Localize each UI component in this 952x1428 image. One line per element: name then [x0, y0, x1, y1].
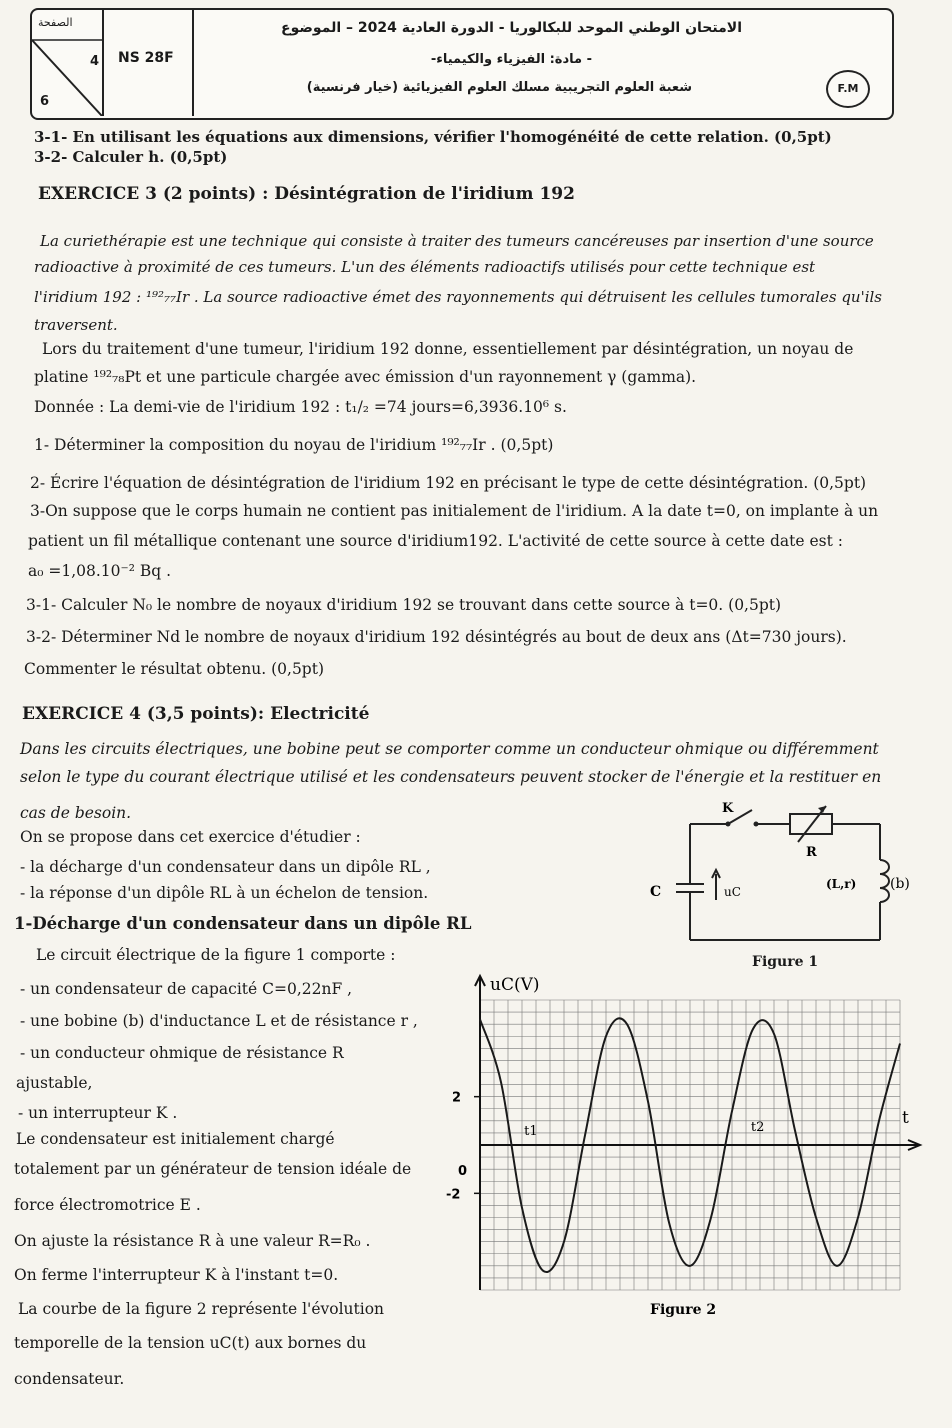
t2-annotation: t2: [750, 1120, 765, 1135]
ex4-text-line: On ferme l'interrupteur K à l'instant t=0.: [14, 1266, 339, 1284]
ex4-text-line: - la décharge d'un condensateur dans un dipôle RL ,: [20, 858, 431, 876]
label-k: K: [722, 801, 734, 816]
label-b: (b): [890, 876, 910, 892]
label-c: C: [650, 884, 662, 900]
ex4-intro-line: selon le type du courant électrique utilisé et les condensateurs peuvent stocker de l'énergie et la restituer en: [20, 768, 882, 786]
ex3-intro-line: l'iridium 192 : ¹⁹²₇₇Ir . La source radioactive émet des rayonnements qui détruisent les cellules tumorales qu'ils: [34, 288, 883, 306]
ex4-component-item: - une bobine (b) d'inductance L et de résistance r ,: [20, 1012, 418, 1030]
ex3-question-3: a₀ =1,08.10⁻² Bq .: [28, 562, 172, 580]
x-axis-label: t: [902, 1108, 909, 1128]
page-total: 6: [40, 94, 50, 109]
ex4-text-line: totalement par un générateur de tension idéale de: [14, 1160, 412, 1178]
exercise-4-title: EXERCICE 4 (3,5 points): Electricité: [22, 704, 370, 724]
ex3-question-3: 3-On suppose que le corps humain ne contient pas initialement de l'iridium. A la date t=0, on implante à un: [30, 502, 879, 520]
ex3-question-3-2: Commenter le résultat obtenu. (0,5pt): [24, 660, 325, 678]
label-lr: (L,r): [826, 877, 857, 891]
ex4-text-line: Le condensateur est initialement chargé: [16, 1130, 335, 1148]
ex4-text-line: temporelle de la tension uC(t) aux bornes du: [14, 1334, 367, 1352]
exam-header: [30, 8, 894, 120]
question-3-1: 3-1- En utilisant les équations aux dimensions, vérifier l'homogénéité de cette relation. (0,5pt): [34, 128, 832, 146]
ex4-text-line: On se propose dans cet exercice d'étudier :: [20, 828, 361, 846]
ex3-question-2: 2- Écrire l'équation de désintégration de l'iridium 192 en précisant le type de cette désintégration. (0,5pt): [30, 474, 867, 492]
ex3-paragraph-line: platine ¹⁹²₇₈Pt et une particule chargée avec émission d'un rayonnement γ (gamma).: [34, 368, 697, 386]
circuit-figure-1: [640, 800, 920, 950]
ex4-intro-line: Dans les circuits électriques, une bobine peut se comporter comme un conducteur ohmique ou différemment: [20, 740, 879, 758]
label-r: R: [806, 845, 817, 860]
exam-subject: - مادة: الفيزياء والكيمياء-: [430, 52, 592, 67]
ex4-component-item: ajustable,: [16, 1074, 93, 1092]
ex3-question-3-1: 3-1- Calculer N₀ le nombre de noyaux d'iridium 192 se trouvant dans cette source à t=0. (0,5pt): [26, 596, 782, 614]
figure-1-caption: Figure 1: [752, 954, 819, 970]
ex3-question-3: patient un fil métallique contenant une source d'iridium192. L'activité de cette source à cette date est :: [28, 532, 843, 550]
page-label: الصفحة: [38, 16, 73, 29]
ex3-paragraph-line: Lors du traitement d'une tumeur, l'iridium 192 donne, essentiellement par désintégration, un noyau de: [42, 340, 854, 358]
ex4-component-item: - un interrupteur K .: [18, 1104, 178, 1122]
fm-logo: F.M: [826, 70, 870, 108]
ex3-data: Donnée : La demi-vie de l'iridium 192 : t₁/₂ =74 jours=6,3936.10⁶ s.: [34, 398, 567, 416]
ex4-text-line: force électromotrice E .: [14, 1196, 201, 1214]
ex4-component-item: - un conducteur ohmique de résistance R: [20, 1044, 344, 1062]
exam-stream: شعبة العلوم التجريبية مسلك العلوم الفيزيائية (خيار فرنسية): [306, 80, 692, 95]
switch-contact: [754, 822, 759, 827]
ex3-question-3-2: 3-2- Déterminer Nd le nombre de noyaux d'iridium 192 désintégrés au bout de deux ans (Δt=730 jours).: [26, 628, 847, 646]
exercise-3-title: EXERCICE 3 (2 points) : Désintégration de l'iridium 192: [38, 184, 575, 204]
ex4-text-line: condensateur.: [14, 1370, 125, 1388]
figure-2-caption: Figure 2: [650, 1302, 717, 1318]
y-tick-label: -2: [446, 1187, 461, 1203]
ex4-intro-line: cas de besoin.: [20, 804, 132, 822]
y-tick-label: 2: [452, 1090, 462, 1106]
t1-annotation: t1: [524, 1124, 538, 1139]
ex3-question-1: 1- Déterminer la composition du noyau de l'iridium ¹⁹²₇₇Ir . (0,5pt): [34, 436, 554, 454]
question-3-2: 3-2- Calculer h. (0,5pt): [34, 148, 228, 166]
coil-b: [880, 860, 889, 902]
ex4-text-line: - la réponse d'un dipôle RL à un échelon de tension.: [20, 884, 429, 902]
exam-title: الامتحان الوطني الموحد للبكالوريا - الدورة العادية 2024 – الموضوع: [281, 20, 742, 36]
ex4-component-item: - un condensateur de capacité C=0,22nF ,: [20, 980, 353, 998]
ex4-part-1-title: 1-Décharge d'un condensateur dans un dipôle RL: [14, 914, 472, 933]
header-divider: [192, 10, 194, 116]
ex3-intro-line: radioactive à proximité de ces tumeurs. L'un des éléments radioactifs utilisés pour cette technique est: [34, 258, 816, 276]
switch-contact: [726, 822, 731, 827]
y-axis-label: uC(V): [490, 975, 540, 995]
exam-code: NS 28F: [118, 50, 174, 66]
arrow-head-icon: [818, 806, 826, 813]
ex4-text-line: La courbe de la figure 2 représente l'évolution: [18, 1300, 385, 1318]
uc-time-chart: [430, 970, 930, 1320]
label-uc: uC: [724, 885, 741, 899]
ex4-text-line: On ajuste la résistance R à une valeur R=R₀ .: [14, 1232, 371, 1250]
page-number: 4: [90, 54, 100, 69]
ex3-intro-line: La curiethérapie est une technique qui consiste à traiter des tumeurs cancéreuses par insertion d'une source: [40, 232, 874, 250]
ex3-intro-line: traversent.: [34, 316, 118, 334]
ex4-text-line: Le circuit électrique de la figure 1 comporte :: [36, 946, 396, 964]
y-tick-label: 0: [458, 1164, 468, 1179]
